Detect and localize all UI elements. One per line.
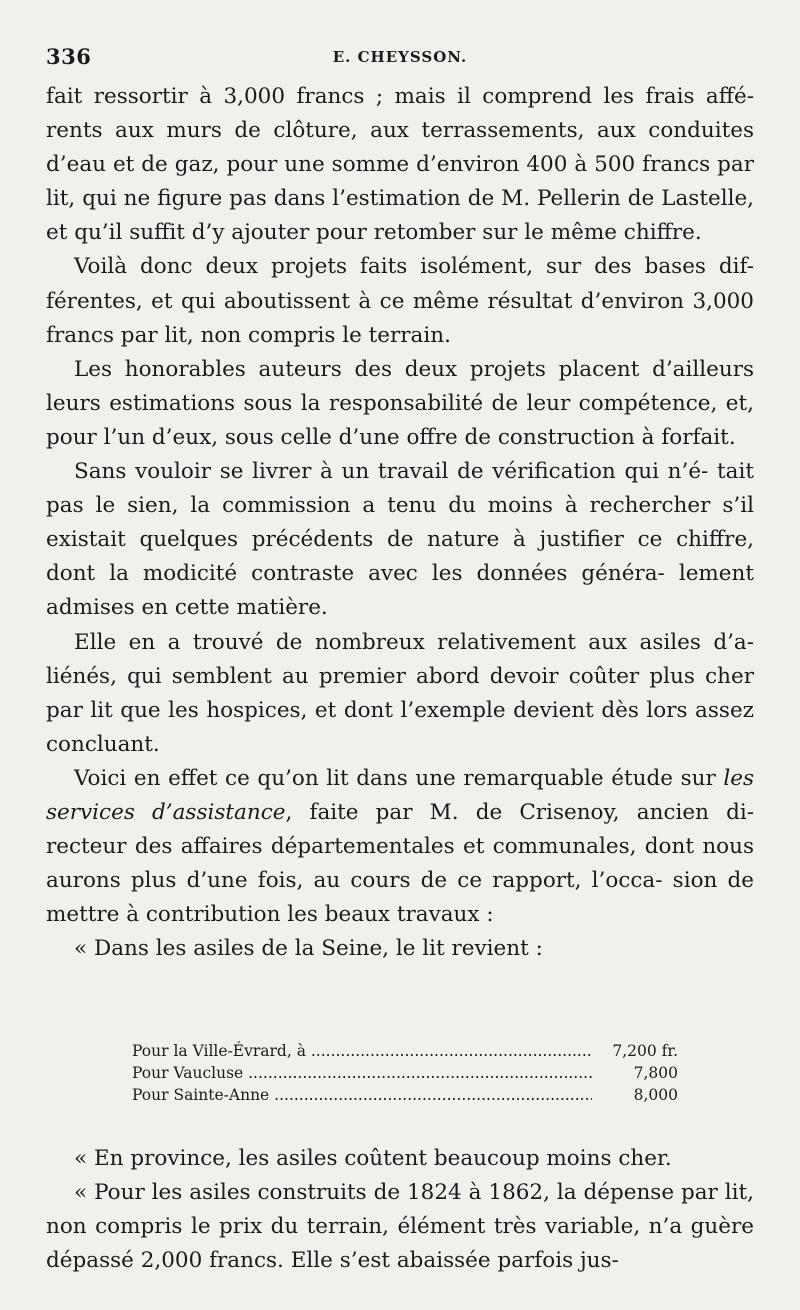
table-value: 7,200 fr. [612,1042,678,1060]
text-line: et, pour l’un d’eux, sous celle d’une offre de construction à [46,390,754,450]
text-line: , faite par M. de Crisenoy, ancien di- [285,799,754,825]
body-text [46,80,754,966]
paragraph-6 [46,762,754,932]
text-line: lement admises en cette matière. [46,561,755,621]
paragraph-5 [46,626,754,762]
paragraph-2 [46,250,754,352]
text-line: par lit, qui ne figure pas dans l’estimation de M. Pellerin de [46,152,754,212]
running-head: E. CHEYSSON. [332,48,468,66]
paragraph-7 [46,932,754,966]
paragraph-1 [46,80,754,250]
table-label: Pour Vaucluse ..... [132,1062,592,1084]
text-line: « Dans les asiles de la Seine, le lit revient : [74,936,543,962]
text-line: 3,000 francs par lit, non compris le terrain. [46,288,754,348]
text-line: « Pour les asiles construits de 1824 à 1862, la dépense par [74,1180,718,1206]
text-line: férentes, et qui aboutissent à ce même résultat d’environ [46,288,685,314]
text-line: même chiffre. [550,220,702,246]
text-line: guère dépassé 2,000 francs. Elle s’est abaissée parfois jus- [46,1214,754,1274]
text-line: Sans vouloir se livrer à un travail de vérification qui n’é- [74,459,709,485]
text-line: s’il existait quelques précédents de nature à justifier ce [46,493,754,553]
table-row [132,1040,678,1062]
text-line: lit, non compris le prix du terrain, élément très variable, n’a [46,1180,754,1240]
paragraph-9 [46,1176,754,1278]
cost-table [132,1040,678,1106]
table-row [132,1062,678,1084]
text-line: Voici en effet ce qu’on lit dans une remarquable étude sur [74,765,716,791]
page-header [46,44,754,74]
text-line: rents aux murs de clôture, aux terrassements, aux conduites [46,118,754,144]
text-line: Elle en a trouvé de nombreux relativement aux asiles d’a- [74,629,754,655]
paragraph-8 [46,1142,754,1176]
text-line: Voilà donc deux projets faits isolément, sur des bases dif- [74,254,754,280]
paragraph-4 [46,455,754,625]
text-line: fait ressortir à 3,000 francs ; mais il comprend les frais affé- [46,84,754,109]
table-row [132,1084,678,1106]
table-value: 7,800 [633,1064,678,1082]
page-number: 336 [46,44,92,69]
body-text-continued [46,1142,754,1278]
text-line: d’eau et de gaz, pour une somme d’environ 400 à 500 francs [46,152,711,178]
text-line: forfait. [661,424,736,450]
text-line: Les honorables auteurs des deux projets placent d’ailleurs [74,356,754,382]
text-line: sion de mettre à contribution les beaux travaux : [46,868,754,928]
table-label: Pour la Ville-Évrard, à ..... [132,1040,592,1062]
text-line: nous aurons plus d’une fois, au cours de ce rapport, l’occa- [46,834,754,894]
text-line: « En province, les asiles coûtent beaucoup moins cher. [74,1146,672,1171]
paragraph-3 [46,353,754,455]
text-line: Lastelle, et qu’il suffit d’y ajouter pour retomber sur le [46,186,755,246]
text-line: chiffre, dont la modicité contraste avec les données généra- [46,527,755,587]
table-value: 8,000 [633,1086,678,1104]
text-line: recteur des affaires départementales et communales, dont [46,834,694,860]
italic-title: les services d’assistance [46,765,755,825]
text-line: tait pas le sien, la commission a tenu du moins à rechercher [46,459,754,519]
text-line: lors assez concluant. [46,697,754,757]
text-line: liénés, qui semblent au premier abord devoir coûter plus [46,663,695,689]
table-label: Pour Sainte-Anne ..... [132,1084,592,1106]
text-line: cher par lit que les hospices, et dont l’exemple devient dès [46,663,754,723]
text-line: leurs estimations sous la responsabilité de leur compétence, [46,390,718,416]
